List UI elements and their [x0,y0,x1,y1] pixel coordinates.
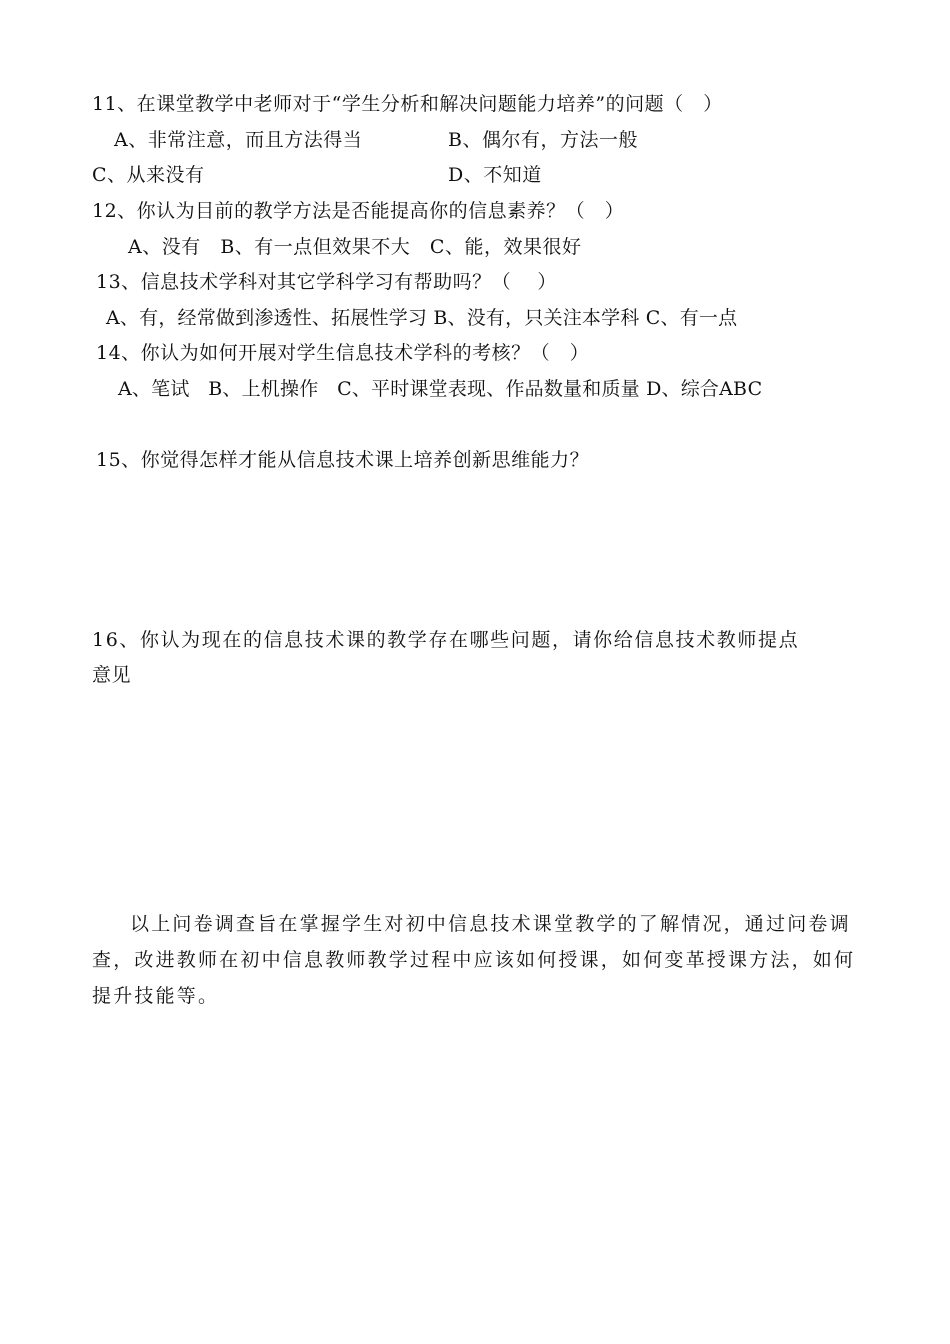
question-13-options: A、有，经常做到渗透性、拓展性学习 B、没有，只关注本学科 C、有一点 [106,307,738,329]
question-11-option-a: A、非常注意，而且方法得当 [114,129,363,151]
question-14-stem: 14、你认为如何开展对学生信息技术学科的考核？（ ） [96,342,590,364]
question-12-stem: 12、你认为目前的教学方法是否能提高你的信息素养？（ ） [92,200,625,222]
conclusion-text: 以上问卷调查旨在掌握学生对初中信息技术课堂教学的了解情况，通过问卷调查，改进教师在初中信息教师教学过程中应该如何授课，如何变革授课方法，如何提升技能等。 [92,913,856,1007]
question-14-options: A、笔试 B、上机操作 C、平时课堂表现、作品数量和质量 D、综合ABC [118,378,763,400]
question-13-stem: 13、信息技术学科对其它学科学习有帮助吗？（ ） [96,271,557,293]
question-12-options: A、没有 B、有一点但效果不大 C、能，效果很好 [128,236,582,258]
question-16-stem-line-2: 意见 [92,664,132,686]
question-15-stem: 15、你觉得怎样才能从信息技术课上培养创新思维能力？ [96,449,590,471]
conclusion-paragraph [92,906,862,1014]
question-16-stem-line-1: 16、你认为现在的信息技术课的教学存在哪些问题，请你给信息技术教师提点 [92,629,800,651]
question-11-option-c: C、从来没有 [92,164,205,186]
question-11-option-d: D、不知道 [448,164,542,186]
question-11-option-b: B、偶尔有，方法一般 [448,129,638,151]
question-11-stem: 11、在课堂教学中老师对于“学生分析和解决问题能力培养”的问题（ ） [92,93,723,115]
